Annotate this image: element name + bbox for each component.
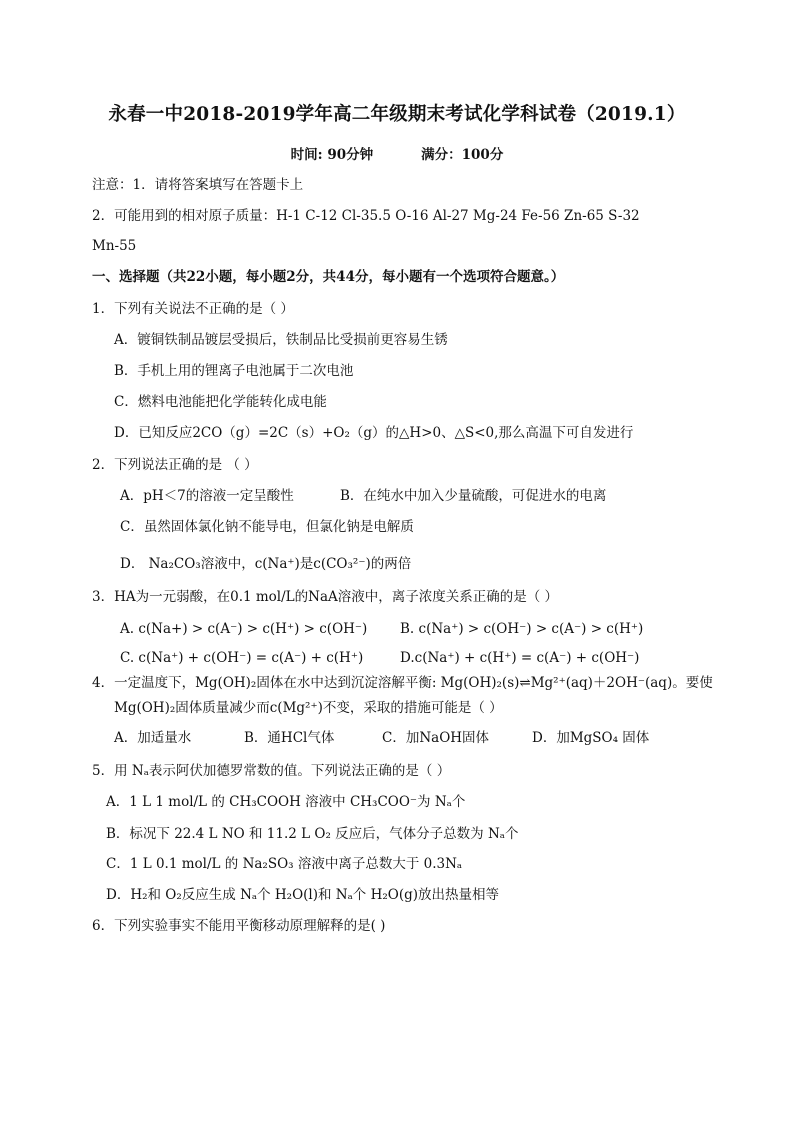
q2-stem: 2．下列说法正确的是 （ ） <box>92 457 258 473</box>
q4-stem: 4．一定温度下，Mg(OH)₂固体在水中达到沉淀溶解平衡: Mg(OH)₂(s)⇌Mg²⁺(aq)＋2OH⁻(aq)。要使 <box>92 675 713 691</box>
q4-stem-continued: Mg(OH)₂固体质量减少而c(Mg²⁺)不变，采取的措施可能是（ ） <box>114 700 503 716</box>
q2-option-b: B．在纯水中加入少量硫酸，可促进水的电离 <box>340 488 607 504</box>
q3-stem: 3．HA为一元弱酸，在0.1 mol/L的NaA溶液中，离子浓度关系正确的是（ ） <box>92 589 559 605</box>
q3-option-a: A. c(Na+) > c(A⁻) > c(H⁺) > c(OH⁻) <box>120 621 368 637</box>
q5-stem: 5．用 Nₐ表示阿伏加德罗常数的值。下列说法正确的是（ ） <box>92 763 451 779</box>
q1-option-b: B．手机上用的锂离子电池属于二次电池 <box>114 363 354 379</box>
q1-option-c: C．燃料电池能把化学能转化成电能 <box>114 394 327 410</box>
q4-option-b: B．通HCl气体 <box>244 730 335 746</box>
q1-option-d: D．已知反应2CO（g）=2C（s）+O₂（g）的△H>0、△S<0,那么高温下可自发进行 <box>114 425 634 441</box>
q4-option-c: C．加NaOH固体 <box>382 730 490 746</box>
exam-info <box>0 146 794 164</box>
q4-option-a: A．加适量水 <box>114 730 192 746</box>
exam-score: 满分：100分 <box>421 147 504 163</box>
note-2-continued: Mn-55 <box>92 238 137 254</box>
page-title: 永春一中2018-2019学年高二年级期末考试化学科试卷（2019.1） <box>108 104 686 125</box>
q3-option-c: C. c(Na⁺) + c(OH⁻) = c(A⁻) + c(H⁺) <box>120 650 364 666</box>
q1-option-a: A．镀铜铁制品镀层受损后，铁制品比受损前更容易生锈 <box>114 332 448 348</box>
q3-option-b: B. c(Na⁺) > c(OH⁻) > c(A⁻) > c(H⁺) <box>400 621 644 637</box>
exam-time: 时间: 90分钟 <box>290 147 374 163</box>
q2-option-a: A．pH＜7的溶液一定呈酸性 <box>120 488 294 504</box>
q6-stem: 6．下列实验事实不能用平衡移动原理解释的是( ) <box>92 918 386 934</box>
q2-option-c: C．虽然固体氯化钠不能导电，但氯化钠是电解质 <box>120 519 414 535</box>
note-1: 注意：1．请将答案填写在答题卡上 <box>92 177 304 193</box>
note-2: 2．可能用到的相对原子质量：H-1 C-12 Cl-35.5 O-16 Al-27 Mg-24 Fe-56 Zn-65 S-32 <box>92 208 640 224</box>
q3-option-d: D.c(Na⁺) + c(H⁺) = c(A⁻) + c(OH⁻) <box>400 650 640 666</box>
q5-option-c: C．1 L 0.1 mol/L 的 Na₂SO₃ 溶液中离子总数大于 0.3Nₐ <box>106 856 463 872</box>
q1-stem: 1．下列有关说法不正确的是（ ） <box>92 301 294 317</box>
section-heading: 一、选择题（共22小题，每小题2分，共44分，每小题有一个选项符合题意。） <box>92 269 565 285</box>
q5-option-b: B．标况下 22.4 L NO 和 11.2 L O₂ 反应后，气体分子总数为 Nₐ个 <box>106 826 519 842</box>
q4-option-d: D．加MgSO₄ 固体 <box>532 730 650 746</box>
q5-option-d: D．H₂和 O₂反应生成 Nₐ个 H₂O(l)和 Nₐ个 H₂O(g)放出热量相等 <box>106 887 500 903</box>
q5-option-a: A．1 L 1 mol/L 的 CH₃COOH 溶液中 CH₃COO⁻为 Nₐ个 <box>106 794 466 810</box>
q2-option-d: D． Na₂CO₃溶液中，c(Na⁺)是c(CO₃²⁻)的两倍 <box>120 556 412 572</box>
